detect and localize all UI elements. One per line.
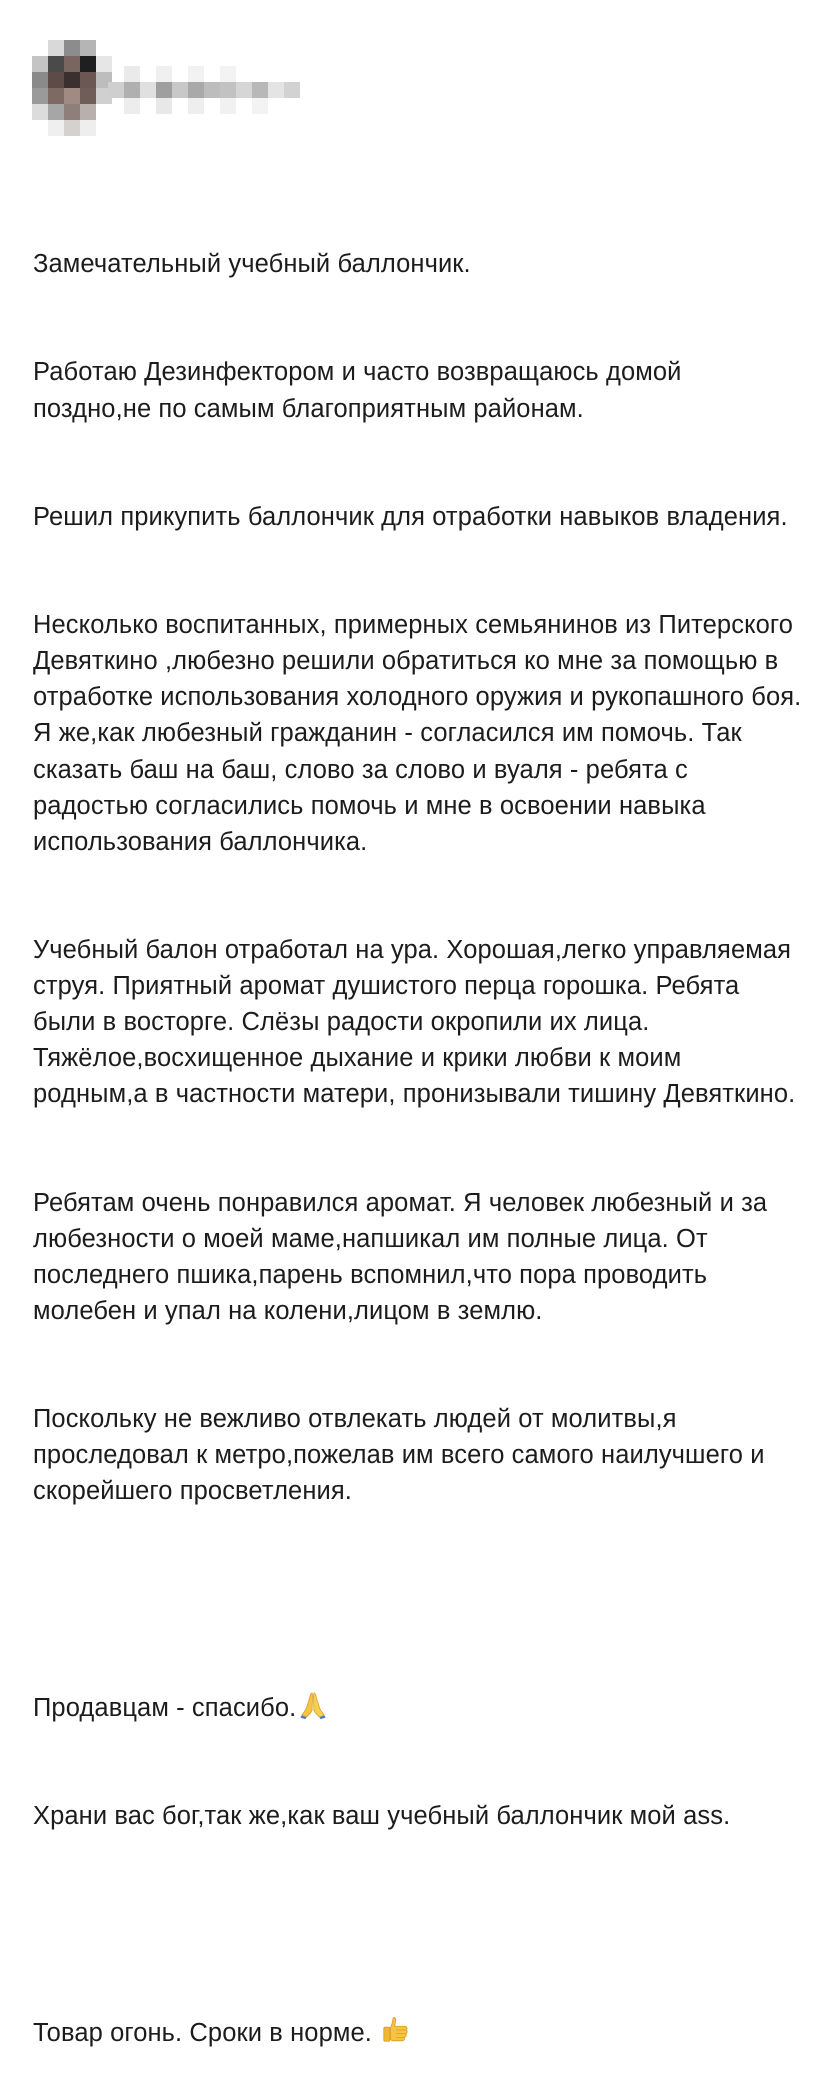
review-line: Ребятам очень понравился аромат. Я человек любезный и за любезности о моей маме,напшикал им полные лица. От последнего пшика,парень вспомнил,что пора проводить молебен и упал на колени,лицом в землю. — [33, 1188, 775, 1325]
review-line: Учебный балон отработал на ура. Хорошая,легко управляемая струя. Приятный аромат душистого перца горошка. Ребята были в восторге. Слёзы радости окропили их лица. Тяжёлое,восхищенное дыхание и крики любви к моим родным,а в частности матери, пронизывали тишину Девяткино. — [33, 935, 799, 1109]
blurred-avatar[interactable] — [32, 40, 112, 136]
praying-hands-icon — [298, 1690, 328, 1720]
final-text: Товар огонь. Сроки в норме. — [33, 2018, 380, 2047]
thanks-line — [33, 1690, 803, 1726]
review-author — [32, 40, 292, 136]
review-line: Замечательный учебный баллончик. — [33, 250, 471, 279]
final-line — [33, 2015, 803, 2051]
thumbs-up-icon — [381, 2015, 411, 2045]
thanks-text: Продавцам - спасибо. — [33, 1693, 297, 1722]
review-line: Поскольку не вежливо отвлекать людей от молитвы,я проследовал к метро,пожелав им всего самого наилучшего и скорейшего просветления. — [33, 1405, 772, 1506]
review-line: Решил прикупить баллончик для отработки навыков владения. — [33, 502, 788, 531]
review-line: Несколько воспитанных, примерных семьянинов из Питерского Девяткино ,любезно решили обратиться ко мне за помощью в отработке использования холодного оружия и рукопашного боя. Я же,как любезный гражданин - согласился им помочь. Так сказать баш на баш, слово за слово и вуаля - ребята с радостью согласились помочь и мне в освоении навыка использования баллончика. — [33, 611, 809, 856]
blurred-username[interactable] — [108, 66, 300, 114]
review-text — [33, 174, 809, 2087]
bless-line: Храни вас бог,так же,как ваш учебный баллончик мой ass. — [33, 1802, 731, 1831]
review-line: Работаю Дезинфектором и часто возвращаюсь домой поздно,не по самым благоприятным районам. — [33, 358, 689, 423]
